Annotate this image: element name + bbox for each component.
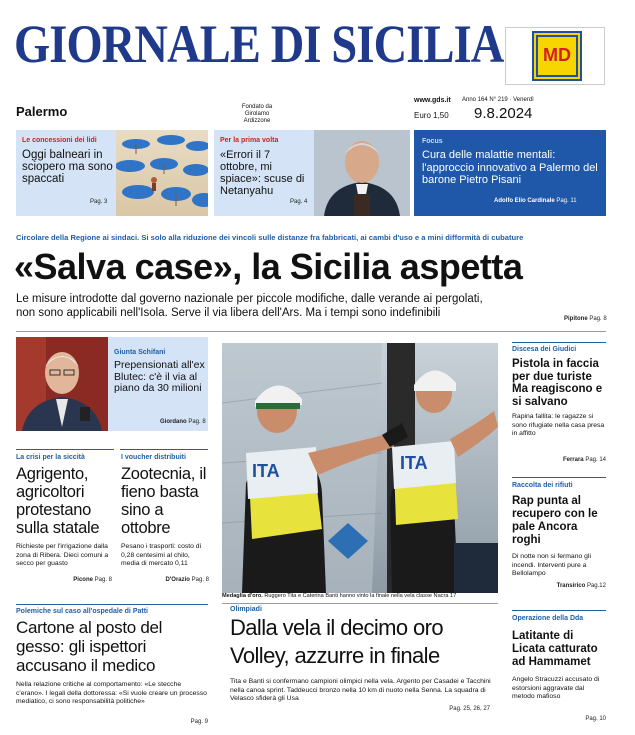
caption-text: Ruggero Tita e Caterina Banti hanno vinto la finale nella vela classe Nacra 17: [264, 593, 457, 599]
divider: [222, 603, 498, 604]
siccita-kicker: La crisi per la siccità: [16, 454, 85, 461]
beach-umbrellas-icon: [116, 130, 208, 216]
divider: [512, 610, 606, 611]
md-logo-icon: [532, 31, 582, 81]
lead-summary-line2: non sono applicabili nell'Isola. Serve il via libera dell'Ars. Ma i tempi sono indefinibili: [16, 307, 441, 319]
masthead-city: Palermo: [16, 104, 68, 119]
rifiuti-kicker: Raccolta dei rifiuti: [512, 482, 573, 489]
price: Euro 1,50: [414, 111, 449, 120]
schifani-photo: [16, 337, 108, 431]
schifani-headline: Prepensionati all'ex Blutec: c'è il via al piano da 30 milioni: [114, 359, 205, 394]
olimpiadi-kicker: Olimpiadi: [230, 606, 262, 613]
rifiuti-body: Di notte non si fermano gli incendi. Interventi pure a Bellolampo: [512, 553, 591, 577]
masthead-title: GIORNALE DI SICILIA: [14, 14, 504, 74]
bib-label: ITA: [400, 453, 428, 473]
siccita-author: Picone: [73, 577, 93, 583]
teaser-byline: [494, 198, 577, 204]
lead-byline: [564, 316, 607, 322]
giudici-headline: Pistola in faccia per due turiste Ma reagiscono e si salvano: [512, 358, 603, 408]
siccita-page: Pag. 8: [94, 577, 112, 583]
voucher-page: Pag. 8: [191, 577, 209, 583]
teaser-page: Pag. 11: [556, 198, 577, 204]
rifiuti-page: Pag.12: [586, 583, 606, 589]
voucher-headline: Zootecnia, il fieno basta sino a ottobre: [121, 465, 207, 537]
story-olimpiadi[interactable]: [222, 606, 502, 730]
schifani-author: Giordano: [160, 419, 187, 425]
portrait-icon: [314, 130, 410, 216]
caption-bold: Medaglia d'oro.: [222, 593, 263, 599]
patti-kicker: Polemiche sul caso all'ospedale di Patti: [16, 608, 148, 615]
giudici-page: Pag. 14: [585, 457, 606, 463]
voucher-kicker: I voucher distribuiti: [121, 454, 186, 461]
netanyahu-photo: [314, 130, 410, 216]
olympic-sailing-photo[interactable]: [222, 343, 498, 593]
teaser-netanyahu[interactable]: [214, 130, 410, 216]
beach-photo: [116, 130, 208, 216]
website[interactable]: www.gds.it: [414, 97, 451, 104]
rifiuti-headline: Rap punta al recupero con le pale Ancora roghi: [512, 495, 598, 546]
divider: [120, 449, 208, 450]
giudici-kicker: Discesa dei Giudici: [512, 346, 577, 353]
issue-info: Anno 164 N° 219 · Venerdì: [462, 97, 534, 103]
photo-caption: [222, 593, 498, 600]
lead-summary-line1: Le misure introdotte dal governo nazionale per piccole modifiche, dalle verande ai pergolati,: [16, 293, 483, 305]
dda-kicker: Operazione della Dda: [512, 615, 584, 622]
voucher-author: D'Orazio: [165, 577, 190, 583]
schifani-page: Pag. 8: [188, 419, 206, 425]
teaser-kicker: Le concessioni dei lidi: [22, 137, 97, 144]
md-logo-text: MD: [543, 45, 571, 65]
lead-summary: [16, 292, 616, 320]
olimpiadi-headline-line2: Volley, azzurre in finale: [230, 643, 440, 668]
founded-line2: Girolamo Ardizzone: [243, 111, 271, 124]
dda-headline: Latitante di Licata catturato ad Hammamet: [512, 630, 598, 668]
teaser-page: Pag. 3: [90, 199, 108, 205]
lead-kicker: Circolare della Regione ai sindaci. Si solo alla riduzione dei vincoli sulle distanze fra fabbricati, ai cambi d'uso e a mini difformità di cubature: [16, 233, 524, 242]
dda-page: Pag. 10: [585, 716, 606, 722]
siccita-body: Richieste per l'irrigazione dalla zona di Ribera. Dieci comuni a secco per guasto: [16, 543, 109, 567]
olimpiadi-page: Pag. 25, 26, 27: [449, 706, 490, 712]
voucher-body: Pesano i trasporti: costo di 0,28 centesimi al chilo, media di mercato 0,11: [121, 543, 202, 567]
olimpiadi-headline: [230, 614, 502, 670]
siccita-headline: Agrigento, agricoltori protestano sulla statale: [16, 465, 100, 537]
divider: [16, 449, 114, 450]
teaser-focus[interactable]: [414, 130, 606, 216]
rifiuti-author: Transirico: [556, 583, 586, 589]
lead-author: Pipitone: [564, 316, 588, 322]
giudici-author: Ferrara: [562, 457, 584, 463]
schifani-kicker: Giunta Schifani: [114, 349, 166, 356]
story-schifani[interactable]: [16, 337, 208, 431]
story-patti[interactable]: [16, 608, 212, 728]
bib-label: ITA: [252, 461, 280, 481]
voucher-byline: [166, 577, 209, 583]
teaser-headline: Cura delle malattie mentali: l'approccio innovativo a Palermo del barone Pietro Pisani: [422, 149, 598, 186]
dda-body: Angelo Stracuzzi accusato di estorsioni aggravate dal metodo mafioso: [512, 676, 600, 700]
rifiuti-byline: [557, 583, 606, 589]
schifani-byline: [160, 419, 206, 425]
divider: [16, 604, 208, 605]
olimpiadi-body: Tita e Banti si confermano campioni olimpici nella vela. Argento per Casadei e Tacchini nella canoa sprint. Taddeucci bronzo nella 10 km di nuoto nella Senna. La squadra di Velasco sfiderà gli Usa: [230, 678, 491, 702]
founded-note: [232, 104, 282, 125]
teaser-headline: «Errori il 7 ottobre, mi spiace»: scuse di Netanyahu: [220, 149, 305, 197]
divider: [512, 342, 606, 343]
teaser-headline: Oggi balneari in sciopero ma sono spaccati: [22, 149, 113, 185]
ad-logo[interactable]: [505, 27, 605, 85]
issue-date: 9.8.2024: [474, 105, 533, 122]
patti-headline: Cartone al posto del gesso: gli ispettori accusano il medico: [16, 618, 163, 675]
story-rifiuti[interactable]: [512, 482, 606, 594]
teaser-kicker: Per la prima volta: [220, 137, 279, 144]
story-dda[interactable]: [512, 615, 606, 730]
teaser-lidi[interactable]: [16, 130, 208, 216]
lead-headline[interactable]: «Salva case», la Sicilia aspetta: [14, 246, 523, 287]
olimpiadi-headline-line1: Dalla vela il decimo oro: [230, 615, 444, 640]
teaser-page: Pag. 4: [290, 199, 308, 205]
divider: [512, 477, 606, 478]
portrait-icon: [16, 337, 108, 431]
patti-page: Pag. 9: [190, 719, 208, 725]
lead-page: Pag. 8: [589, 316, 607, 322]
teaser-author: Adolfo Elio Cardinale: [494, 198, 555, 204]
patti-body: Nella relazione critiche al comportamento: «Le stecche c'erano». I legali della dottoressa: «Si vuole creare un processo mediatico, ci sono responsabilità politiche»: [16, 681, 207, 705]
siccita-byline: [73, 577, 112, 583]
story-siccita[interactable]: [16, 454, 114, 590]
teaser-kicker: Focus: [422, 138, 443, 145]
giudici-body: Rapina fallita: le ragazze si sono rifugiate nella casa presa in affitto: [512, 413, 605, 437]
founded-line1: Fondato da: [241, 104, 273, 110]
giudici-byline: [563, 457, 606, 463]
divider: [16, 331, 606, 332]
story-voucher[interactable]: [121, 454, 209, 590]
story-giudici[interactable]: [512, 346, 606, 466]
